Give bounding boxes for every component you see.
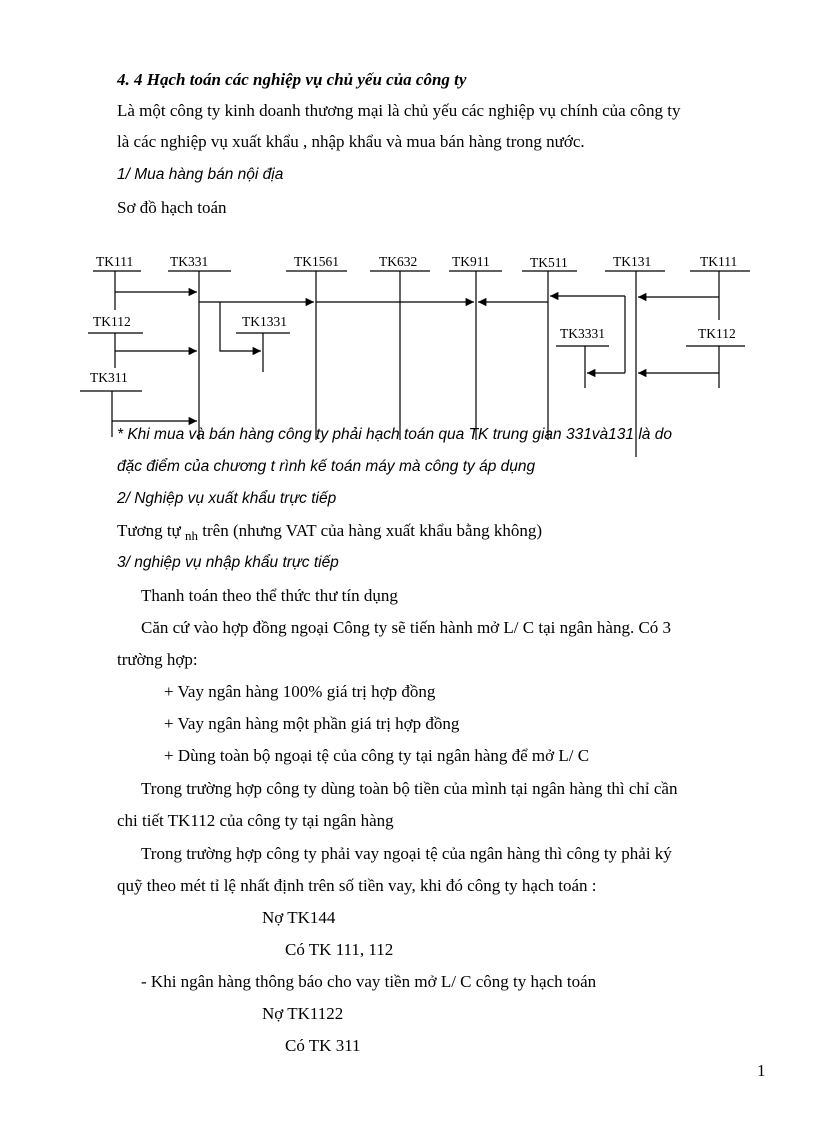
entry2-credit: Có TK 311 xyxy=(285,1036,361,1055)
own-funds-line-1: Trong trường hợp công ty dùng toàn bộ tiền của mình tại ngân hàng thì chỉ cần xyxy=(141,779,678,798)
own-funds-line-2: chi tiết TK112 của công ty tại ngân hàng xyxy=(117,811,394,830)
entry1-debit: Nợ TK144 xyxy=(262,908,336,927)
label-tk111-left: TK111 xyxy=(96,254,134,269)
borrow-line-1: Trong trường hợp công ty phải vay ngoại tệ của ngân hàng thì công ty phải ký xyxy=(141,844,672,863)
label-tk1331: TK1331 xyxy=(242,314,287,329)
subsection-1-title: 1/ Mua hàng bán nội địa xyxy=(117,166,284,183)
notice-line: - Khi ngân hàng thông báo cho vay tiền mở L/ C công ty hạch toán xyxy=(141,972,597,991)
note-line-1: * Khi mua và bán hàng công ty phải hạch toán qua TK trung gian 331và131 là do xyxy=(117,426,672,443)
diagram-lines xyxy=(0,0,816,470)
basis-line-2: trường hợp: xyxy=(117,650,198,669)
case-item-1: + Vay ngân hàng 100% giá trị hợp đồng xyxy=(164,682,436,701)
subsection-3-title: 3/ nghiệp vụ nhập khẩu trực tiếp xyxy=(117,554,339,571)
label-tk331: TK331 xyxy=(170,254,209,269)
case-item-2: + Vay ngân hàng một phần giá trị hợp đồng xyxy=(164,714,460,733)
label-tk311: TK311 xyxy=(90,370,128,385)
label-tk1561: TK1561 xyxy=(294,254,339,269)
label-tk131: TK131 xyxy=(613,254,652,269)
intro-line-1: Là một công ty kinh doanh thương mại là chủ yếu các nghiệp vụ chính của công ty xyxy=(117,101,681,120)
payment-method: Thanh toán theo thể thức thư tín dụng xyxy=(141,586,398,605)
label-tk3331: TK3331 xyxy=(560,326,605,341)
intro-line-2: là các nghiệp vụ xuất khẩu , nhập khẩu và mua bán hàng trong nước. xyxy=(117,132,585,151)
label-tk511: TK511 xyxy=(530,255,568,270)
label-tk632: TK632 xyxy=(379,254,418,269)
label-tk112-left: TK112 xyxy=(93,314,131,329)
label-tk112-right: TK112 xyxy=(698,326,736,341)
page-number: 1 xyxy=(757,1061,766,1080)
basis-line-1: Căn cứ vào hợp đồng ngoại Công ty sẽ tiến hành mở L/ C tại ngân hàng. Có 3 xyxy=(141,618,672,637)
subsection-2-text-b: trên (nhưng VAT của hàng xuất khẩu bằng không) xyxy=(198,521,542,540)
subsection-2-text-a: Tương tự xyxy=(117,521,186,540)
label-tk111-right: TK111 xyxy=(700,254,738,269)
label-tk911: TK911 xyxy=(452,254,490,269)
borrow-line-2: quỹ theo mét tỉ lệ nhất định trên số tiền vay, khi đó công ty hạch toán : xyxy=(117,876,597,895)
subsection-2-text-small: nh xyxy=(185,528,199,543)
section-heading: 4. 4 Hạch toán các nghiệp vụ chủ yếu của công ty xyxy=(117,70,467,89)
note-line-2: đặc điểm của chương t rình kế toán máy mà công ty áp dụng xyxy=(117,458,536,475)
entry2-debit: Nợ TK1122 xyxy=(262,1004,344,1023)
case-item-3: + Dùng toàn bộ ngoại tệ của công ty tại ngân hàng để mở L/ C xyxy=(164,746,590,765)
subsection-2-text xyxy=(117,521,542,542)
subsection-2-title: 2/ Nghiệp vụ xuất khẩu trực tiếp xyxy=(117,490,337,507)
entry1-credit: Có TK 111, 112 xyxy=(285,940,394,959)
diagram-caption: Sơ đồ hạch toán xyxy=(117,198,227,217)
